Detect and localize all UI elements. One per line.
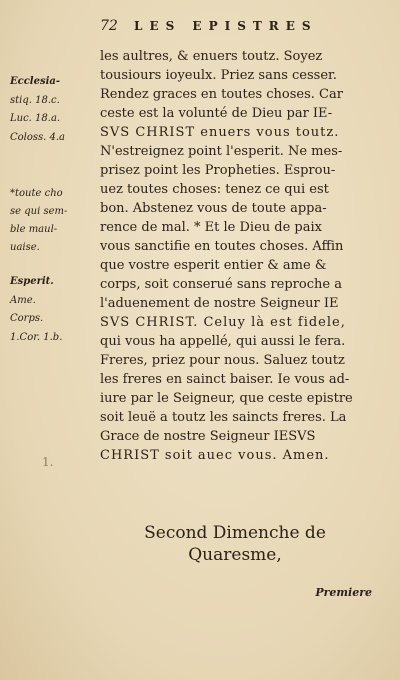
margin-note: Luc. 18.a. — [10, 113, 61, 124]
margin-note: uaise. — [10, 242, 40, 253]
margin-note: *toute cho — [10, 188, 63, 199]
text-line: que vostre esperit entier & ame & — [100, 258, 327, 273]
text-line: CHRIST soit auec vous. Amen. — [100, 448, 330, 463]
text-line: Grace de nostre Seigneur IESVS — [100, 429, 316, 444]
text-line: bon. Abstenez vous de toute appa- — [100, 201, 327, 216]
heading-line-2: Quaresme, — [188, 545, 282, 565]
text-line: rence de mal. * Et le Dieu de paix — [100, 220, 322, 235]
margin-note: Ecclesia- — [10, 76, 61, 87]
text-line: SVS CHRIST enuers vous toutz. — [100, 125, 340, 140]
text-line: Freres, priez pour nous. Saluez toutz — [100, 353, 345, 368]
catchword: Premiere — [315, 586, 372, 599]
margin-note: Coloss. 4.a — [10, 132, 66, 143]
text-line: vous sanctifie en toutes choses. Affin — [100, 239, 344, 254]
text-line: Rendez graces en toutes choses. Car — [100, 87, 343, 102]
text-line: ceste est la volunté de Dieu par IE- — [100, 106, 333, 121]
text-line: uez toutes choses: tenez ce qui est — [100, 182, 329, 197]
text-line: les freres en sainct baiser. Ie vous ad- — [100, 372, 350, 387]
text-line: prisez point les Propheties. Esprou- — [100, 163, 336, 178]
margin-note: Esperit. — [10, 276, 54, 287]
margin-note: 1.Cor. 1.b. — [10, 332, 63, 343]
margin-note: stiq. 18.c. — [10, 95, 60, 106]
text-line: iure par le Seigneur, que ceste epistre — [100, 391, 353, 406]
text-line: les aultres, & enuers toutz. Soyez — [100, 49, 323, 64]
margin-note: Ame. — [10, 295, 36, 306]
text-line: l'aduenement de nostre Seigneur IE — [100, 296, 339, 311]
page-header — [100, 18, 384, 40]
margin-note: ble maul- — [10, 224, 58, 235]
text-line: qui vous ha appellé, qui aussi le fera. — [100, 334, 346, 349]
text-line: soit leuë a toutz les saincts freres. La — [100, 410, 347, 425]
text-line: SVS CHRIST. Celuy là est fidele, — [100, 315, 346, 330]
section-heading — [120, 522, 350, 566]
heading-line-1: Second Dimenche de — [144, 523, 326, 543]
text-line: corps, soit conserué sans reproche a — [100, 277, 342, 292]
margin-note: Corps. — [10, 313, 44, 324]
gutter-mark: 1. — [42, 455, 54, 469]
page-number: 72 — [100, 18, 118, 34]
running-title: LES EPISTRES — [134, 19, 318, 33]
text-line: N'estreignez point l'esperit. Ne mes- — [100, 144, 343, 159]
margin-note: se qui sem- — [10, 206, 68, 217]
text-line: tousiours ioyeulx. Priez sans cesser. — [100, 68, 337, 83]
